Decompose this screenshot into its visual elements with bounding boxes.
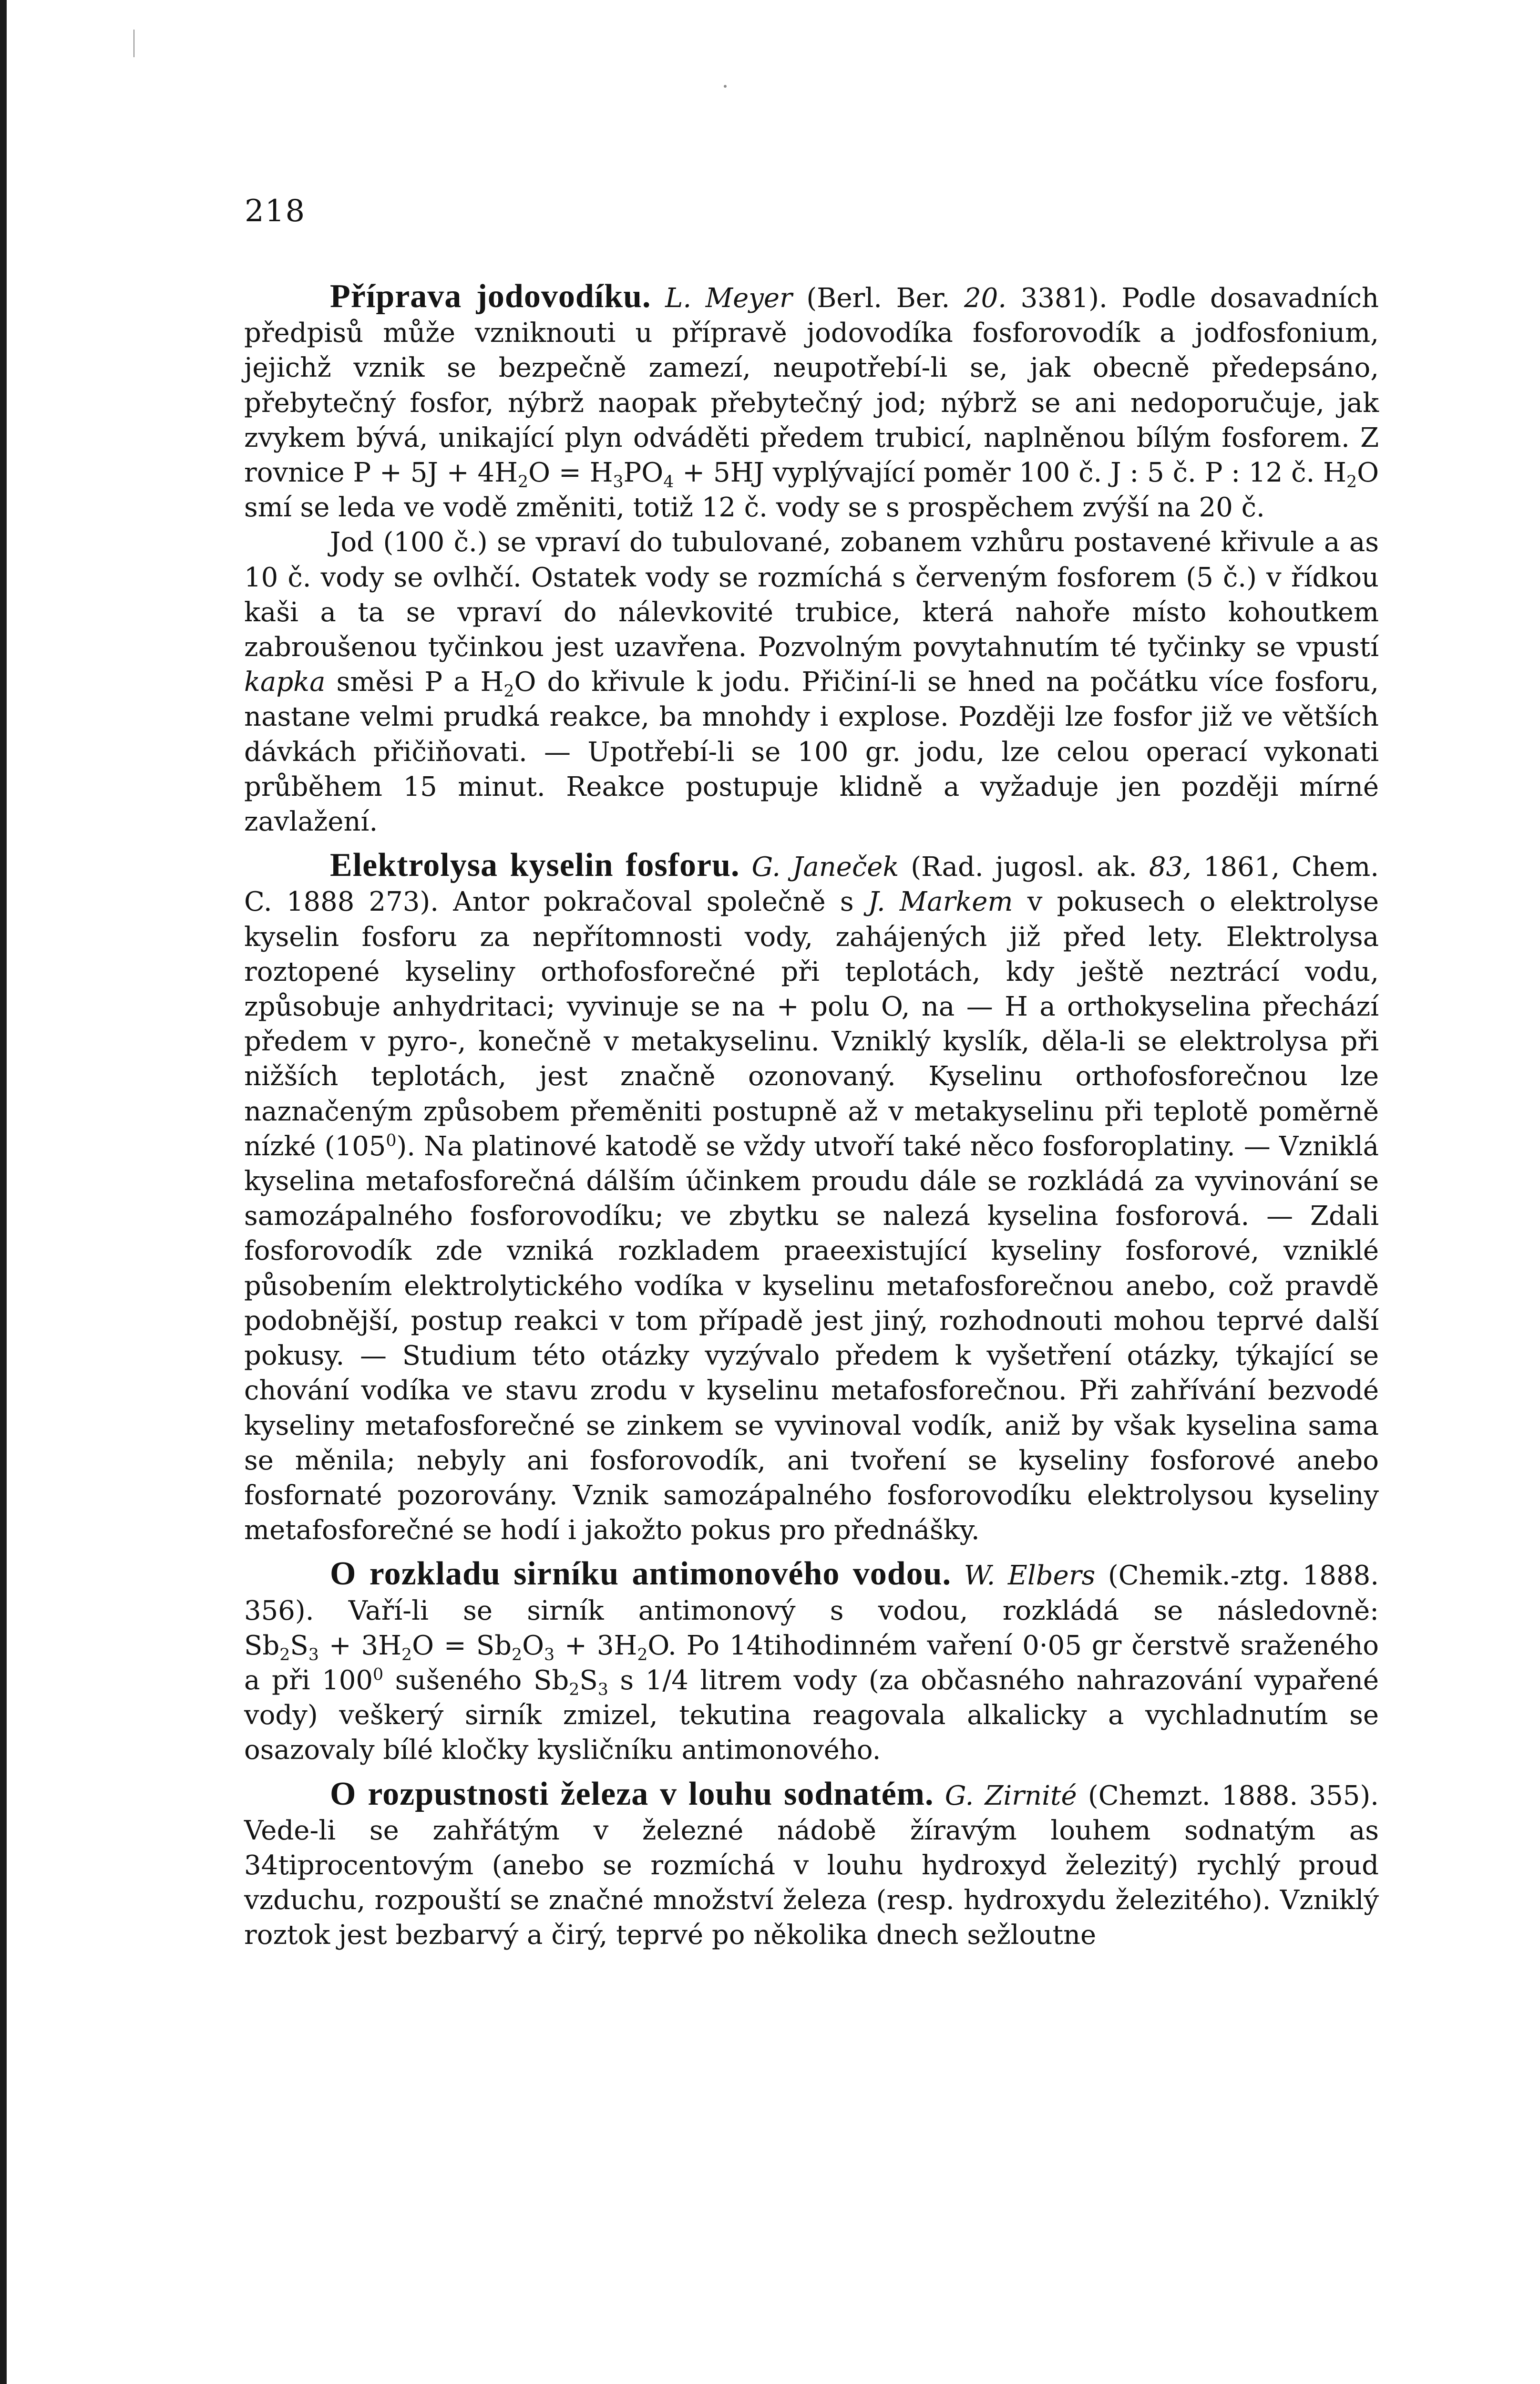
section-elektrolysa: Elektrolysa kyselin fosforu. G. Janeček (Rad. jugosl. ak. 83, 1861, Chem. C. 1888 273). Antor pokračoval společně s J. Markem v pokusech o elektrolyse kyselin fosforu za nepřítomnosti vody, zahájených již před lety. Elektrolysa roztopené kyseliny orthofosforečné při teplotách, kdy ještě neztrácí vodu, způsobuje anhydritaci; vyvinuje se na + polu O, na — H a orthokyselina přechází předem v pyro-, konečně v metakyselinu. Vzniklý kyslík, děla-li se elektrolysa při nižších teplotách, jest značně ozonovaný. Kyselinu orthofosforečnou lze naznačeným způsobem přeměniti postupně až v metakyselinu při teplotě poměrně nízké $(105^0)$. Na platinové katodě se vždy utvoří také něco fosforoplatiny. — Vzniklá kyselina metafosforečná dálším účinkem proudu dále se rozkládá za vyvinování se samozápalného fosforovodíku; ve zbytku se nalezá kyselina fosforová. — Zdali fosforovodík zde vzniká rozkladem praeexistující kyseliny fosforové, vzniklé působením elektrolytického vodíka v kyselinu metafosforečnou anebo, což pravdě podobnější, postup reakci v tom případě jest jiný, rozhodnouti mohou teprvé další pokusy. — Studium této otázky vyzývalo předem k vyšetření otázky, týkající se chování vodíka ve stavu zrodu v kyselinu metafosforečnou. Při zahřívání bezvodé kyseliny metafosforečné se zinkem se vyvinoval vodík, aniž by však kyselina sama se měnila; nebyly ani fosforovodík, ani tvoření se kyseliny fosforové anebo fosfornaté pozorovány. Vznik samozápalného fosforovodíku elektrolysou kyseliny metafosforečné se hodí i jakožto pokus pro přednášky. (244, 847, 1379, 1546)
section-jodovodik: Příprava jodovodíku. L. Meyer (Berl. Ber. 20. 3381). Podle dosavadních předpisů může vzniknouti u přípravě jodovodíka fosforovodík a jodfosfonium, jejichž vznik se bezpečně zamezí, neupotřebí-li se, jak obecně předepsáno, přebytečný fosfor, nýbrž naopak přebytečný jod; nýbrž se ani nedoporučuje, jak zvykem bývá, unikající plyn odváděti předem trubicí, naplněnou bílým fosforem. Z rovnice $P + 5J + 4H_2O = H_3PO_4 + 5HJ$ vyplývající poměr 100 č. J : 5 č. P : 12 č. $H_2O$ smí se leda ve vodě změniti, totiž 12 č. vody se s prospěchem zvýší na 20 č. (244, 278, 1379, 524)
author: G. Zirnité (945, 1780, 1077, 1811)
author: L. Meyer (665, 283, 792, 314)
scan-artifact-line (133, 30, 134, 57)
author: W. Elbers (964, 1560, 1096, 1592)
equation: $P + 5J + 4H_2O = H_3PO_4 + 5HJ$ (353, 457, 764, 492)
section-zelezo: O rozpustnosti železa v louhu sodnatém. G. Zirnité (Chemzt. 1888. 355). Vede-li se zahřátým v železné nádobě žíravým louhem sodnatým as 34tiprocentovým (anebo se rozmíchá v louhu hydroxyd železitý) rychlý proud vzduchu, rozpouští se značné množství železa (resp. hydroxydu železitého). Vzniklý roztok jest bezbarvý a čirý, teprvé po několika dnech sežloutne (244, 1775, 1379, 1951)
paragraph: Jod (100 č.) se vpraví do tubulované, zobanem vzhůru postavené křivule a as 10 č. vody se ovlhčí. Ostatek vody se rozmíchá s červeným fosforem (5 č.) v řídkou kaši a ta se vpraví do nálevkovité trubice, která nahoře místo kohoutkem zabroušenou tyčinkou jest uzavřena. Pozvolným povytahnutím té tyčinky se vpustí kapka směsi P a $H_2O$ do křivule k jodu. Přičiní-li se hned na počátku více fosforu, nastane velmi prudká reakce, ba mnohdy i explose. Později lze fosfor již ve větších dávkách přičiňovati. — Upotřebí-li se 100 gr. jodu, lze celou operací vykonati průběhem 15 minut. Reakce postupuje klidně a vyžaduje jen později mírné zavlažení. (244, 527, 1379, 838)
article-body (244, 279, 1379, 1953)
scan-artifact-dot (724, 85, 727, 88)
left-scan-edge (0, 0, 7, 2384)
section-sirnik: O rozkladu sirníku antimonového vodou. W. Elbers (Chemik.-ztg. 1888. 356). Vaří-li se sirník antimonový s vodou, rozkládá se následovně: $Sb_2S_3 + 3H_2O = Sb_2O_3 + 3H_2O$. Po 14tihodinném vaření 0·05 gr čerstvě sraženého a při $100^0$ sušeného $Sb_2S_3$ s 1/4 litrem vody (za občasného nahrazování vypařené vody) veškerý sirník zmizel, tekutina reagovala alkalicky a vychladnutím se osazovaly bílé kločky kysličníku antimonového. (244, 1555, 1379, 1766)
section-heading: Elektrolysa kyselin fosforu. (330, 847, 740, 884)
author: G. Janeček (751, 852, 899, 883)
section-heading: Příprava jodovodíku. (330, 278, 651, 315)
section-heading: O rozkladu sirníku antimonového vodou. (330, 1555, 952, 1593)
equation: $Sb_2S_3 + 3H_2O = Sb_2O_3 + 3H_2O$. (244, 1630, 677, 1665)
section-heading: O rozpustnosti železa v louhu sodnatém. (330, 1775, 934, 1812)
page-number: 218 (245, 194, 306, 229)
